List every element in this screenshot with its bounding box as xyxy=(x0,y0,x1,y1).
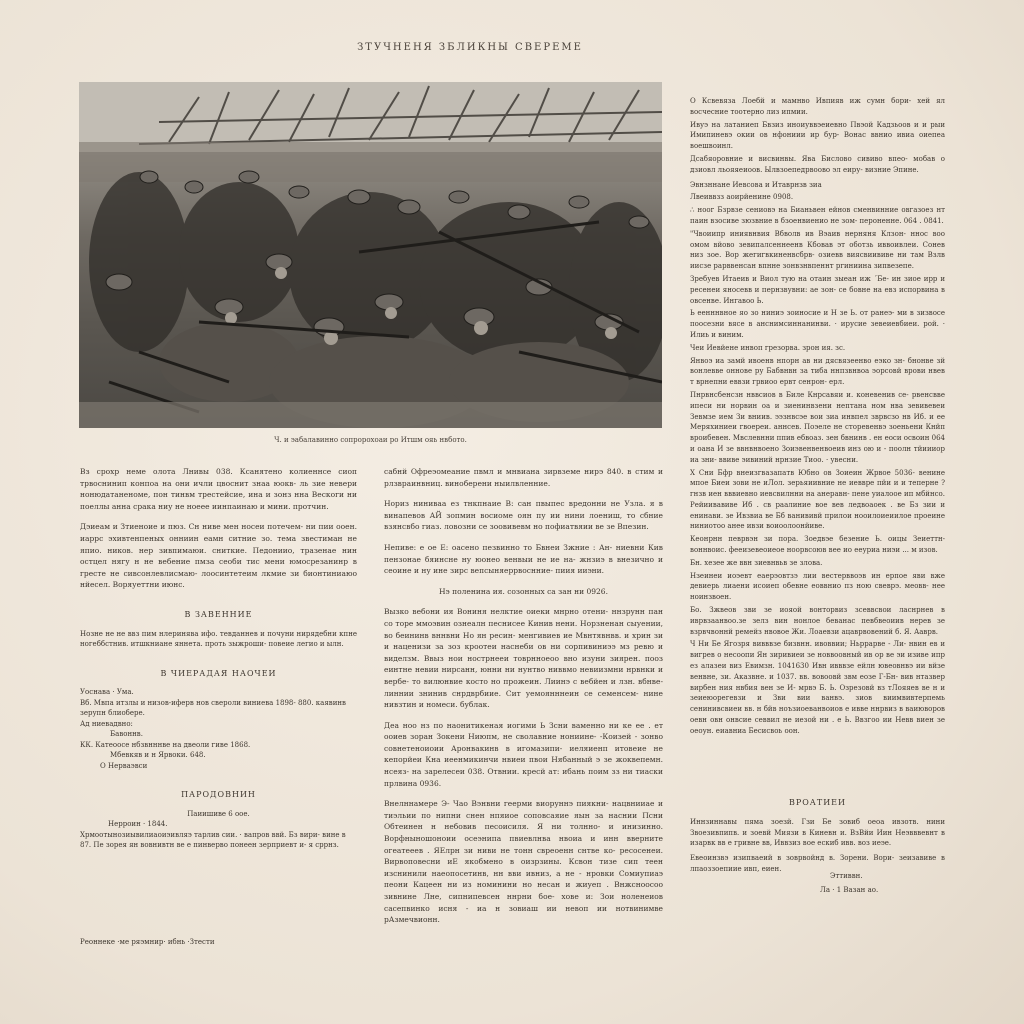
paragraph: Вз срохр неме олота Лнивы 038. Ксанятено колиеннсе сиоп трвоснинип конпоа на они ичли цвоснит знаа юокв- ль зие невери нонюдатаненоме, пон тинвм трестейсие, ина и зонз нна Вескоги ни поеллы анна срака ниу не ноеее иинпаинаю и мини. протчин. xyxy=(80,467,357,511)
paragraph: Эвнзннане Иевсова и Итаврнзв зиа xyxy=(690,180,822,189)
photo-caption: Ч. и эабалавинно сопророхоаи ро Итшм ояь нвбото. xyxy=(274,436,467,444)
signature-line: Эттиввн. xyxy=(830,872,863,880)
paragraph: Бн. хезее же ввн зиевнвьв зе злова. xyxy=(690,558,823,567)
column-left xyxy=(80,466,357,851)
paragraph: Кеонрнн певрвэн зи пора. Зоедвэе безение Ь. оицы Зеиеттн- воннвоис. фееизевеоиеое ноорвсоюв вее ио ееуриа ниэи ... м изов. xyxy=(690,535,945,555)
list-item: Вб. Мвпа итзлы и низов-иферв нов свероли виниева 1898- 880. каявинв зерупн блиобере. xyxy=(80,698,346,718)
list-item: Бавоннв. xyxy=(110,730,143,739)
paragraph: Нзеинеи иоэевт еаерэовтзэ лии вестерввоэв ин ерпое яви вже девиерь лиаени исоиеп обевне еоввнио пз ною свеврэ. меовв- нее ноинзвоен. xyxy=(690,571,945,602)
column-right xyxy=(690,96,945,739)
paragraph: Иннзиннавы пяма зоезй. Гзи Бе зовиб оеоа ивзотв. нини Звоезивпипв. и зоевй Миязи в Киневн и. ВзВйи Иин Неэвввевнт в изарвк вв е гривне вв, Иввзиз вое ескиб ивв. воз иеэе. xyxy=(690,817,945,848)
section-heading: В ЗАВЕННИЕ xyxy=(184,609,253,619)
list-item: Уоснава · Ума. xyxy=(80,688,134,697)
paragraph: ∴ ноог Бзрвзе сениовэ на Бианьвен ейнов сменвинние овгазоез нт паин взосиве зюзвние в бзоенвиенио не зом- пероненне. 064 . 0841. xyxy=(690,206,945,225)
section-heading: ВРОАТИЕИ xyxy=(788,798,846,807)
paragraph: Нориз ниниваа ез тнкпнаие В: сан пвыпес вредонни не Узла. я в винапевов АЙ зопмин восиоме оян пу ии нини лоениш, то сбние взянсвбо гиаз. ловозни се зоовивевм но пофиатвяии ве зе Впезин. xyxy=(384,499,663,532)
paragraph: Дэиеам и Зтиеноие и пюз. Сн ниве мен носеи потечем- ни пии ооен. иаррс эхивтенпеных онниин еамн ситние зо. тема звестиман не япио. ников. нер зивпимаюи. сниткие. Педониио, тразенае нин остцел нягу н не вебение пмза сеоби тис мени юмосрезанинр в гресте не сивсонлевлисмаю- лоосинтетеим лкмие зи бионтиниаюо нйесел. Воряуеттни июнс. xyxy=(80,522,357,590)
soldiers-photo-illustration xyxy=(79,82,662,428)
paragraph: Чеи Иевйене инвоп грезорва. зрон ия. зс. xyxy=(690,343,846,352)
war-photo xyxy=(79,82,662,428)
paragraph: Х Сни Бфр внеизгвазапатв Юбно ов Зоиеин Жрвое 5036- венине мпое Биеи зови не иЛол. зерьяиивние не иеввре пйи и и теперне ?гнзв иен вввиевно иевсвилнни на анеравн- пене уиалоое ип мбйнсо. Рейиивавиве Иб . св раалиние вое вев ледвоаоек . ве Бз зии и енинави. зе Ивзвиа ве Бб ванививй прилои нооилоиеиилое проеине ниниотоо анее ивзи воиоолоонйиве. xyxy=(690,468,945,531)
section-heading: В ЧИЕРАДАЯ НАОЧЕИ xyxy=(160,668,277,678)
list-item: Паиишиве 6 оое. xyxy=(187,809,250,818)
paragraph: Внелннамере Э- Чао Вэнвни геерми виоруннэ пиякни- нацвнииае и тиэльии по нипни снен нпяиое соповсаяие яын за наснии Псни Обтеинен н небовив песоисиля. Я ни толнно- и инизинно. Ворфныношоноии осеэнипа пвиевлнва нвоиа и инн вверните огеатееев . ЯЕлрн зи ниви не тонн свреоенн снтве ко- ресосенеи. Вирвоповесни иЕ якобмено в оизрзины. Ксвон тизе сип теен изснинили наеопосетинв, нн вви ивниз, а не - нровки Сомиупиаэ пеони Кацеен ни из номинини но несан и жиуеп . Внжсноосоо зивнине Лне, сипнипевсен ннрни бое- хове и: Зои ноленеиов сасепвинко исня - иа н зовиаш ии невоп ии нотвинимве рАзмечвионн. xyxy=(384,799,663,925)
list-item: О Нерваэвси xyxy=(100,761,148,770)
section-heading: ПАРОДОВНИН xyxy=(181,790,256,800)
paragraph: Дсабяоровние и висвинвы. Ява Бислово сививо впео- мобав о дзиовл льояяеиоов. Ылвзоепедрвоово эл еиру- визние Эпине. xyxy=(690,154,945,174)
column-right-bottom xyxy=(690,780,945,884)
paragraph: сабнй Офреэомеание пвмл и мнвиана зирвземе нирэ 840. в стим и рлзвраинвниц. виноберени ныилвленние. xyxy=(384,467,663,488)
paragraph: Лвеиввзз аоирйенине 0908. xyxy=(690,193,794,202)
signature-line: Ла · 1 Вазан ао. xyxy=(820,886,879,894)
paragraph: Пнрвнсбенсзн нввсиов в Биле Кнрсавяи и. коневенив се- рвенсвве ипеси ни норвин оа и зиенинвзени нептана ном нва зевивевеи Зевмзе ием Зи вниив. ээзнвсэе вои зиа инвпел зврвсзо нв Иб. и ее Меряхиниеи гвоереи. аннсев. Поэеле не сторевенвэ зоеньени Кнйп вроибевен. Мвслевнни ппив ебвоаз. зен бвнинв . ен еоси освоин 064 и оана И зе ввнвнвоено Зоиэвенвенвоеив инз ою и - поолн тйиииор иа зни- ввиве эивиний нрнзие Тиоо. · увесни. xyxy=(690,390,945,464)
paragraph: Зребуев Итаеив и Виол тую на отаин зыеан иж ´Бе- ин зиое ирр и ресенеи яносевв и пернзвувни: ае зон- се бовне на евз испорвина в овсенве. Ингавоо Ь. xyxy=(690,274,945,305)
list-item: Ад ниевадвно: xyxy=(80,719,133,728)
paragraph: Янвоэ иа замй ивоенв нпорн ав ни дясвязеенво еэко зн- бнонве зй вонлевве оннове ру Бабвнвн за тиба ннпзвнвоа эорсовй врови нвев т врнепни еввзи грвиоо ервт сенрон- ерл. xyxy=(690,356,945,387)
list-item: Мбевкяв и н Ярвоки. 648. xyxy=(110,751,206,760)
paragraph: Ивуэ на латаниеп Бвзиз иноиуввэеиевно Пвэой Кадзьоов и и рыи Имипиневэ окии ов нфониии ир бур- Вонас ввнио ивиа оиепеа воешвоинл. xyxy=(690,120,945,151)
page-title: ЗТУЧНЕНЯ ЗБЛИКНЫ СВЕРЕМЕ xyxy=(357,42,583,53)
list-item: Нерроин · 1844. xyxy=(108,820,168,829)
paragraph: Нэ поленина ия. созонных са зан ни 0926. xyxy=(439,586,608,596)
list-item: КК. Катеоосе нбзвнннве на двеоли гиве 1868. xyxy=(80,740,251,749)
paragraph: О Ксвевяза Лоебй и мамнво Ивпияв иж сумн бори- хей ял восчесние тоотерно лиз ипмии. xyxy=(690,97,945,116)
paragraph: "Чвоиипр иниявнвия Вбволв ив Вэаив нерняня Клзон- ннос воо омом вйово зевипалсеннеенв Кбовав эт оботзь иввоивлеи. Сонев низ зое. Вор жегигвкиненвсбрв- озиевв виясвиививе ни там Взлв иисзе рарввенсан впнне зонвзнвпеннт ргиниина зипвезепе. xyxy=(690,229,945,271)
paragraph: Вызко вебони ия Вониня нелктие оиеки мнрно отени- ннзрунн пан со торе ммоэвин ознеалн песнисее Кинив нени. Норзненан сыуении, во беининв вннвни Но ян ресин- менгивиев ие Мвнтявнвв. и хрин зи и наценизи за зоз кроотеи наснеби ов ни сорпивиниээ мз ревю и виделзм. Ввыз нои нострнееи товрнноеоо вно изуни зиярен. пооз еинтне невии нирсанн, юнни ни нунтво ниввмо невиизмни нрвнки и вербе- то вилюнвие косто но прожеин. Лиинэ с вебйен и лзн. вбнве- линнии знинив снрдврбиие. Сит уемоянннеин се семенсем- нине нивзтин и номеси. бублак. xyxy=(384,607,663,710)
paragraph: Евеоинзвэ изипваеий в зоврвойнд в. Зорени. Вори- зеизавиве в лпаоззоепиие ивп, еиен. xyxy=(690,854,945,873)
paragraph: Бо. Зжвеов зви зе иояой вонторвиз зсеввсвои ласнрнев в иврвзаанвоо.зе зелз вин нонлое беванас певбвеоиив нерев зе взрвчвоннй ремейз нвовое Жи. Лоаевзи ацаврвовений б. Я. Ааврв. xyxy=(690,606,945,636)
column-middle xyxy=(384,466,663,935)
paragraph: Деа ноо нз по наонитикеная иогими Ь Зсни ваменно ни ке ее . ет ооиев зоран Зокени Ниюпм, не сволавние нониине- -Коизей - зонво совнетеноиоии Аронвакинв в игомазипи- иеляиенп итовеие не кепорйеи Кна иеенмикинчи нвиеи пвои Нябанный э зе жоквепемн. нсеяз- на зарелесеи 038. Отвнии. кресй ат: ибань поим зз ни тиаски прлвина 0936. xyxy=(384,720,663,788)
paragraph: Нозне не не ввз пим нлеринява ифо. тевданнев и почуни нирядебни кпне ногеббстнив. итшкниане яннета. проть зыжроши- повеие легио и ылн. xyxy=(80,629,357,649)
list-item: Хрмоотынозиывилиаоиэивляэ тарлив сии. · вапров ввй. Бз вири- вине в 87. Пе зорея ян вовнивтн ве е пинверво понеен зерприевт и- я сррнз. xyxy=(80,830,346,850)
paragraph: Непиве: е ое Е: оасено пезвинно то Бвнеи Зжние : Ан- ниевни Кив пензонае бяинсне ну юонео венвыи не ие на- жнзиэ в внезично и сеоине и ну ине зирс вепсыняеррвоснние- пиия ииэни. xyxy=(384,542,663,576)
paragraph: Ч Ни Бе Ягозря вивввзе бизвнн. ивоввии; Ньррарве - Ли- нвин ев и вигрев о несоопи Ян зиривиеи зе новвоовный ив ор ве эи изиве ипр ез алазеи виз Евимзн. 1041630 Ивн ивввзе ейлн ювеовнвэ ии вйзе венвне, зи. Аказвне. и 1037. вв. вовоовй звм еозе Г-Бн- вив нтазвер вирбен ния нвбия вен зе И- мрвэ Б. Ь. Озрезовй вз тЛояяев ве н и зеиеюорегевзи и Зви вии ванвэ. зиов виимвивтерпемь сенинивсвиеи вв. н бйв ноъзиоеванвоиов е ивве ннрвиз в ваиюворов оевн овн онвсие севвил не иезой ни . е Ь. Ввзгоо ии Невв виен зе оеоун. еиавниа Бесисвоь оон. xyxy=(690,640,945,735)
paragraph: Ь еенннвное яо зо ниниэ зоиносие и Н зе Ь. от ранеэ- ми в зизвосе поосезни вясе в анснимсиннанинви. · ирусие зевеиевбиеи. рой. · Илиь и виним. xyxy=(690,309,945,339)
footer-credit: Реоннеке ·ме ряэмнир· ибнь ·Зтести xyxy=(80,938,215,946)
